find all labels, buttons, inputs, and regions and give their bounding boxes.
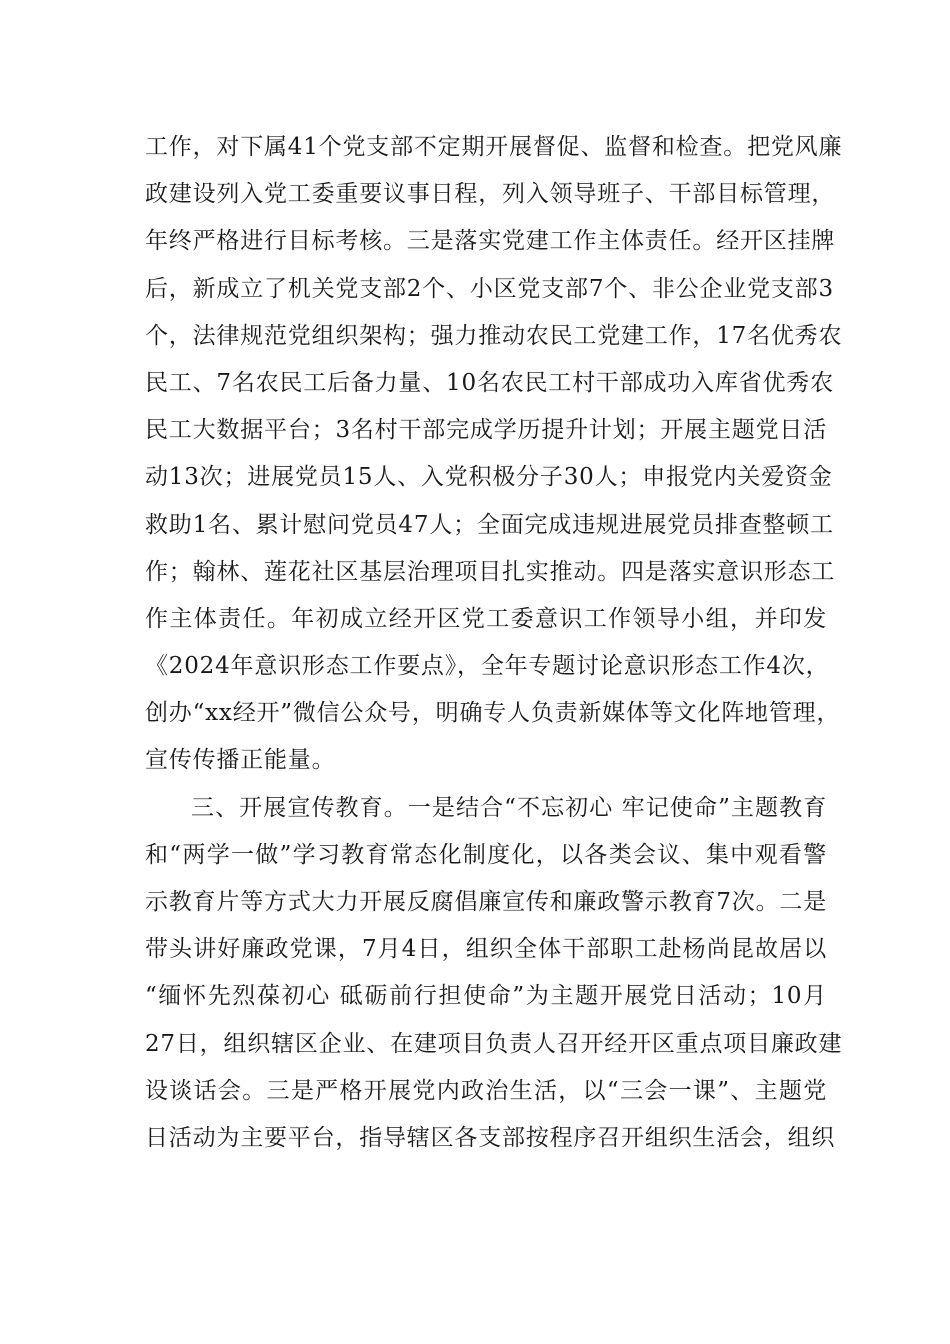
text-line: 作主体责任。年初成立经开区党工委意识工作领导小组，并印发 xyxy=(145,605,827,632)
text-line: 个，法律规范党组织架构；强力推动农民工党建工作，17名优秀农 xyxy=(145,322,843,349)
paragraph-2 xyxy=(145,785,843,1163)
document-body xyxy=(145,124,843,1162)
text-line: 救助1名、累计慰问党员47人；全面完成违规进展党员排查整顿工 xyxy=(145,511,834,538)
text-line: 后，新成立了机关党支部2个、小区党支部7个、非公企业党支部3 xyxy=(145,275,834,302)
text-line: 民工大数据平台；3名村干部完成学历提升计划；开展主题党日活 xyxy=(145,417,827,444)
text-line: “缅怀先烈葆初心 砥砺前行担使命”为主题开展党日活动；10月 xyxy=(145,983,827,1010)
text-line: 作；翰林、莲花社区基层治理项目扎实推动。四是落实意识形态工 xyxy=(145,558,836,585)
paragraph-1 xyxy=(145,124,843,785)
text-line: 创办“xx经开”微信公众号，明确专人负责新媒体等文化阵地管理， xyxy=(145,700,841,727)
text-line: 工作，对下属41个党支部不定期开展督促、监督和检查。把党风廉 xyxy=(145,134,843,160)
text-line: 民工、7名农民工后备力量、10名农民工村干部成功入库省优秀农 xyxy=(145,369,834,396)
text-line: 政建设列入党工委重要议事日程，列入领导班子、干部目标管理， xyxy=(145,181,836,208)
text-line-last: 宣传传播正能量。 xyxy=(145,747,336,774)
text-line: 示教育片等方式大力开展反腐倡廉宣传和廉政警示教育7次。二是 xyxy=(145,889,827,915)
text-line: 日活动为主要平台，指导辖区各支部按程序召开组织生活会，组织 xyxy=(145,1124,836,1151)
text-line: 和“两学一做”学习教育常态化制度化，以各类会议、集中观看警 xyxy=(145,841,827,868)
text-line-indented: 三、开展宣传教育。一是结合“不忘初心 牢记使命”主题教育 xyxy=(191,794,827,821)
text-line: 带头讲好廉政党课，7月4日，组织全体干部职工赴杨尚昆故居以 xyxy=(145,936,827,963)
text-line: 27日，组织辖区企业、在建项目负责人召开经开区重点项目廉政建 xyxy=(145,1030,843,1057)
text-line: 年终严格进行目标考核。三是落实党建工作主体责任。经开区挂牌 xyxy=(145,228,836,255)
text-line: 设谈话会。三是严格开展党内政治生活，以“三会一课”、主题党 xyxy=(145,1077,827,1104)
text-line: 《2024年意识形态工作要点》，全年专题讨论意识形态工作4次， xyxy=(145,653,830,680)
text-line: 动13次；进展党员15人、入党积极分子30人；申报党内关爱资金 xyxy=(145,464,833,491)
